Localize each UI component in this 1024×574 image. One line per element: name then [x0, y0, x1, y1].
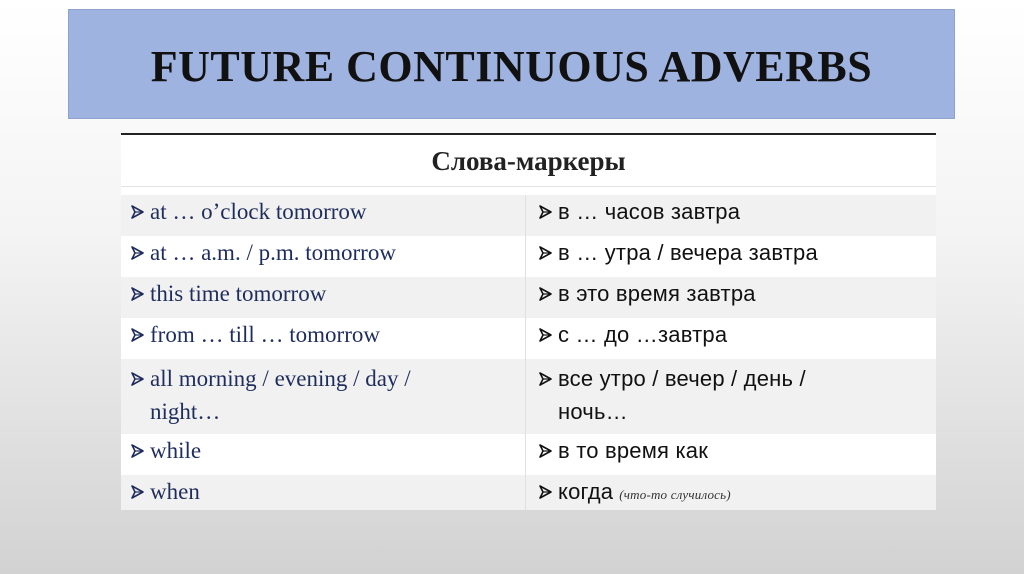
arrow-bullet-icon [130, 277, 150, 310]
russian-cell [526, 277, 936, 318]
russian-cell [526, 236, 936, 277]
russian-text [558, 475, 936, 511]
english-text: this time tomorrow [150, 281, 327, 306]
russian-cell [526, 318, 936, 359]
arrow-bullet-icon [538, 475, 558, 508]
russian-text: в это время завтра [558, 281, 756, 306]
arrow-bullet-icon [130, 434, 150, 467]
arrow-bullet-icon [538, 434, 558, 467]
russian-text: с … до …завтра [558, 322, 728, 347]
russian-cell [526, 434, 936, 475]
english-text: at … a.m. / p.m. tomorrow [150, 240, 396, 265]
russian-cell [526, 195, 936, 236]
english-cell [121, 318, 526, 359]
arrow-bullet-icon [130, 236, 150, 269]
table-row [121, 359, 936, 434]
arrow-bullet-icon [130, 318, 150, 351]
russian-text: все утро / вечер / день / ночь… [558, 366, 806, 424]
russian-cell [526, 359, 936, 434]
arrow-bullet-icon [538, 236, 558, 269]
english-cell [121, 277, 526, 318]
table-header [121, 135, 936, 187]
english-text: at … o’clock tomorrow [150, 199, 367, 224]
arrow-bullet-icon [130, 362, 150, 395]
arrow-bullet-icon [538, 277, 558, 310]
english-cell [121, 236, 526, 277]
russian-text-main: когда [558, 479, 614, 504]
table-header-label: Слова-маркеры [431, 146, 626, 176]
adverbs-table [121, 133, 936, 510]
english-cell [121, 195, 526, 236]
table-row [121, 434, 936, 475]
title-banner [68, 9, 955, 119]
arrow-bullet-icon [538, 318, 558, 351]
english-cell [121, 475, 526, 510]
table-row [121, 195, 936, 236]
table-row [121, 475, 936, 510]
russian-note: (что-то случилось) [619, 487, 731, 502]
english-text: while [150, 438, 202, 463]
arrow-bullet-icon [538, 195, 558, 228]
russian-cell [526, 475, 936, 510]
arrow-bullet-icon [538, 362, 558, 395]
russian-text: в то время как [558, 438, 709, 463]
arrow-bullet-icon [130, 475, 150, 508]
english-cell [121, 434, 526, 475]
slide-title: FUTURE CONTINUOUS ADVERBS [150, 41, 873, 91]
english-text: when [150, 479, 200, 504]
english-text: all morning / evening / day / night… [150, 366, 411, 424]
arrow-bullet-icon [130, 195, 150, 228]
english-text: from … till … tomorrow [150, 322, 380, 347]
english-cell [121, 359, 526, 434]
table-row [121, 236, 936, 277]
table-row [121, 318, 936, 359]
russian-text: в … утра / вечера завтра [558, 240, 818, 265]
table-row [121, 277, 936, 318]
russian-text: в … часов завтра [558, 199, 741, 224]
table-body [121, 186, 936, 508]
